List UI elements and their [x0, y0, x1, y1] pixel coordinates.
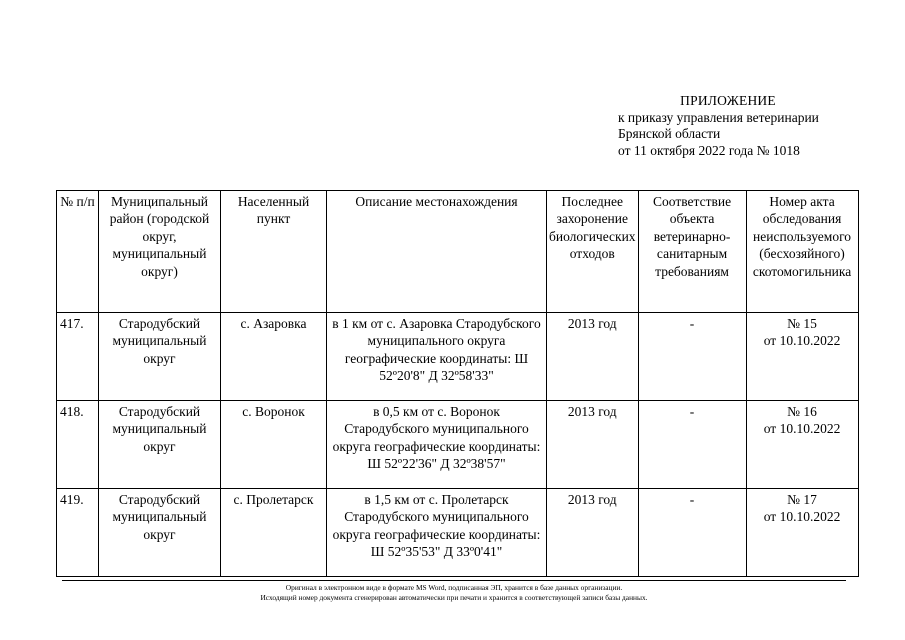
row-settlement: с. Пролетарск	[221, 489, 327, 577]
header-last-burial: Последнее захоронение биологических отходов	[547, 191, 639, 313]
appendix-date-line: от 11 октября 2022 года № 1018	[618, 142, 800, 158]
footer-number-note: Исходящий номер документа сгенерирован автоматически при печати и хранится в соответствующей записи базы данных.	[260, 593, 648, 602]
appendix-block	[618, 93, 898, 159]
row-location: в 0,5 км от с. Воронок Стародубского муниципального округа географические координаты: Ш 52º22'36" Д 32º38'57"	[327, 401, 547, 489]
row-settlement: с. Азаровка	[221, 313, 327, 401]
header-act-number: Номер акта обследования неиспользуемого (бесхозяйного) скотомогильника	[746, 191, 858, 313]
row-last-burial: 2013 год	[547, 489, 639, 577]
row-act-date: от 10.10.2022	[763, 333, 841, 349]
row-act	[746, 313, 858, 401]
appendix-order-line: к приказу управления ветеринарии	[618, 109, 819, 125]
row-last-burial: 2013 год	[547, 313, 639, 401]
footer-storage-note: Оригинал в электронном виде в формате MS Word, подписанная ЭП, хранится в базе данных организации.	[285, 583, 623, 592]
table-row	[57, 489, 859, 577]
row-compliance: -	[638, 313, 746, 401]
appendix-region-line: Брянской области	[618, 126, 721, 141]
document-footer	[62, 583, 846, 603]
row-district: Стародубский муниципальный округ	[99, 489, 221, 577]
row-act-number: № 16	[787, 404, 817, 419]
header-district: Муниципальный район (городской округ, муниципальный округ)	[99, 191, 221, 313]
row-act-number: № 17	[787, 492, 817, 507]
row-act-date: от 10.10.2022	[763, 509, 841, 525]
row-location: в 1 км от с. Азаровка Стародубского муниципального округа географические координаты: Ш 52º20'8" Д 32º58'33"	[327, 313, 547, 401]
row-number: 419.	[57, 489, 99, 577]
cattle-burial-registry-table	[56, 190, 859, 577]
table-row	[57, 401, 859, 489]
header-location: Описание местонахождения	[327, 191, 547, 313]
row-district: Стародубский муниципальный округ	[99, 313, 221, 401]
header-compliance: Соответствие объекта ветеринарно-санитарным требованиям	[638, 191, 746, 313]
row-compliance: -	[638, 489, 746, 577]
row-location: в 1,5 км от с. Пролетарск Стародубского муниципального округа географические координаты: Ш 52º35'53" Д 33º0'41"	[327, 489, 547, 577]
row-last-burial: 2013 год	[547, 401, 639, 489]
row-act-number: № 15	[787, 316, 817, 331]
row-number: 417.	[57, 313, 99, 401]
row-act	[746, 489, 858, 577]
row-act	[746, 401, 858, 489]
row-settlement: с. Воронок	[221, 401, 327, 489]
row-compliance: -	[638, 401, 746, 489]
table-row	[57, 313, 859, 401]
row-act-date: от 10.10.2022	[763, 421, 841, 437]
header-number: № п/п	[57, 191, 99, 313]
table-header-row	[57, 191, 859, 313]
header-settlement: Населенный пункт	[221, 191, 327, 313]
appendix-title: ПРИЛОЖЕНИЕ	[680, 93, 776, 108]
footer-divider	[62, 580, 846, 581]
row-number: 418.	[57, 401, 99, 489]
row-district: Стародубский муниципальный округ	[99, 401, 221, 489]
